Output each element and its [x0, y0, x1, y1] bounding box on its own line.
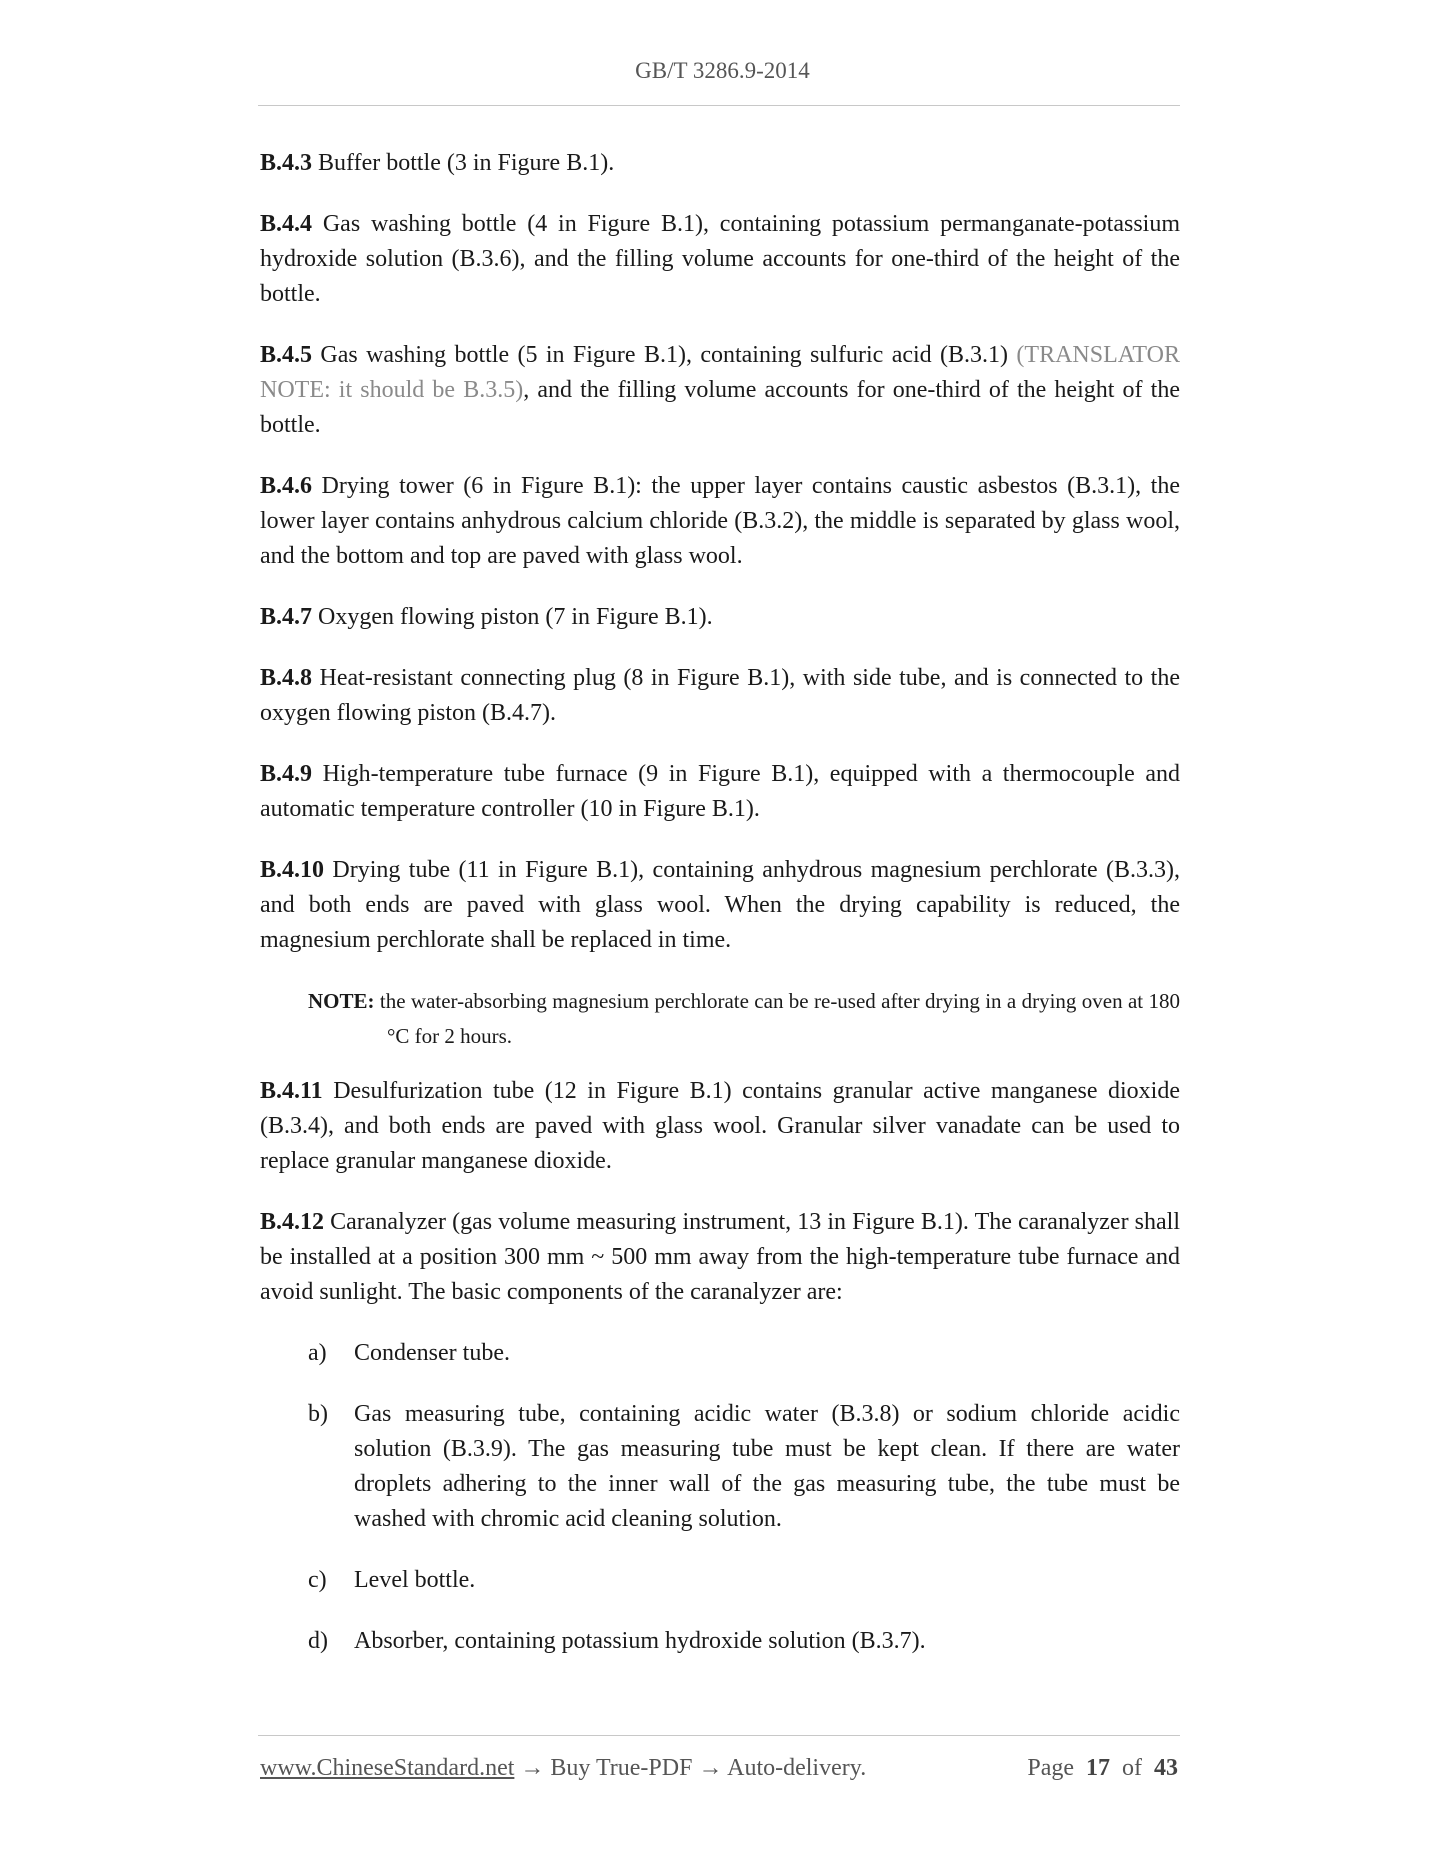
list-item [260, 1397, 1180, 1537]
clause-number: B.4.8 [260, 665, 313, 691]
list-marker: a) [308, 1340, 327, 1366]
list-item [260, 1563, 1180, 1598]
list-item [260, 1336, 1180, 1371]
clause-text: Caranalyzer (gas volume measuring instrument, 13 in Figure B.1). The caranalyzer shall be installed at a position 300 mm ~ 500 mm away from the high-temperature tube furnace and avoid sunlight. The basic components of the caranalyzer are: [260, 1209, 1180, 1305]
clause-text: Drying tower (6 in Figure B.1): the upper layer contains caustic asbestos (B.3.1), the lower layer contains anhydrous calcium chloride (B.3.2), the middle is separated by glass wool, and the bottom and top are paved with glass wool. [260, 473, 1180, 569]
clause-text: Gas washing bottle (4 in Figure B.1), containing potassium permanganate-potassium hydroxide solution (B.3.6), and the filling volume accounts for one-third of the height of the bottle. [260, 211, 1180, 307]
clause-b-4-3 [260, 146, 1180, 181]
footer-promo [260, 1755, 866, 1782]
list-item-text: Level bottle. [354, 1567, 476, 1593]
clause-text: Heat-resistant connecting plug (8 in Figure B.1), with side tube, and is connected to the oxygen flowing piston (B.4.7). [260, 665, 1180, 726]
clause-b-4-8 [260, 661, 1180, 731]
clause-number: B.4.5 [260, 342, 313, 368]
clause-b-4-10 [260, 853, 1180, 958]
clause-number: B.4.7 [260, 604, 313, 630]
list-item [260, 1624, 1180, 1659]
clause-number: B.4.6 [260, 473, 313, 499]
footer-promo-text: → Buy True-PDF → Auto-delivery. [514, 1755, 867, 1781]
clause-number: B.4.10 [260, 857, 325, 883]
note-label: NOTE: [308, 989, 375, 1013]
clause-b-4-4 [260, 207, 1180, 312]
list-item-text: Gas measuring tube, containing acidic water (B.3.8) or sodium chloride acidic solution (B.3.9). The gas measuring tube must be kept clean. If there are water droplets adhering to the inner wall of the gas measuring tube, the tube must be washed with chromic acid cleaning solution. [354, 1401, 1180, 1532]
clause-text: Oxygen flowing piston (7 in Figure B.1). [312, 604, 713, 630]
clause-b-4-12 [260, 1205, 1180, 1310]
header-divider [258, 105, 1180, 106]
clause-text: High-temperature tube furnace (9 in Figure B.1), equipped with a thermocouple and automatic temperature controller (10 in Figure B.1). [260, 761, 1180, 822]
page-total: 43 [1154, 1755, 1178, 1781]
translator-note: (TRANSLATOR NOTE: it should be B.3.5) [260, 342, 1180, 403]
of-label: of [1122, 1755, 1142, 1781]
clause-number: B.4.9 [260, 761, 313, 787]
clause-text: Drying tube (11 in Figure B.1), containing anhydrous magnesium perchlorate (B.3.3), and both ends are paved with glass wool. When the drying capability is reduced, the magnesium perchlorate shall be replaced in time. [260, 857, 1180, 953]
clause-number: B.4.3 [260, 150, 313, 176]
clause-b-4-5 [260, 338, 1180, 443]
clause-text: , and the filling volume accounts for one-third of the height of the bottle. [260, 377, 1180, 438]
clause-text: Desulfurization tube (12 in Figure B.1) contains granular active manganese dioxide (B.3.4), and both ends are paved with glass wool. Granular silver vanadate can be used to replace granular manganese dioxide. [260, 1078, 1180, 1174]
document-header: GB/T 3286.9-2014 [635, 58, 810, 83]
footer-divider [258, 1735, 1180, 1736]
clause-b-4-9 [260, 757, 1180, 827]
note [308, 984, 1180, 1054]
list-marker: d) [308, 1628, 328, 1654]
list-marker: b) [308, 1401, 328, 1427]
clause-text: Gas washing bottle (5 in Figure B.1), containing sulfuric acid (B.3.1) [312, 342, 1017, 368]
note-text: the water-absorbing magnesium perchlorate can be re-used after drying in a drying oven at 180 °C for 2 hours. [374, 989, 1180, 1048]
list-item-text: Condenser tube. [354, 1340, 510, 1366]
clause-number: B.4.4 [260, 211, 313, 237]
clause-number: B.4.12 [260, 1209, 325, 1235]
clause-b-4-7 [260, 600, 1180, 635]
clause-b-4-6 [260, 469, 1180, 574]
page-number [1027, 1755, 1178, 1782]
list-item-text: Absorber, containing potassium hydroxide solution (B.3.7). [354, 1628, 926, 1654]
page-label: Page [1027, 1755, 1074, 1781]
page-current: 17 [1086, 1755, 1110, 1781]
website-link[interactable]: www.ChineseStandard.net [260, 1755, 515, 1781]
clause-b-4-11 [260, 1074, 1180, 1179]
document-body [260, 146, 1180, 1685]
clause-text: Buffer bottle (3 in Figure B.1). [312, 150, 615, 176]
list-marker: c) [308, 1567, 327, 1593]
clause-number: B.4.11 [260, 1078, 323, 1104]
